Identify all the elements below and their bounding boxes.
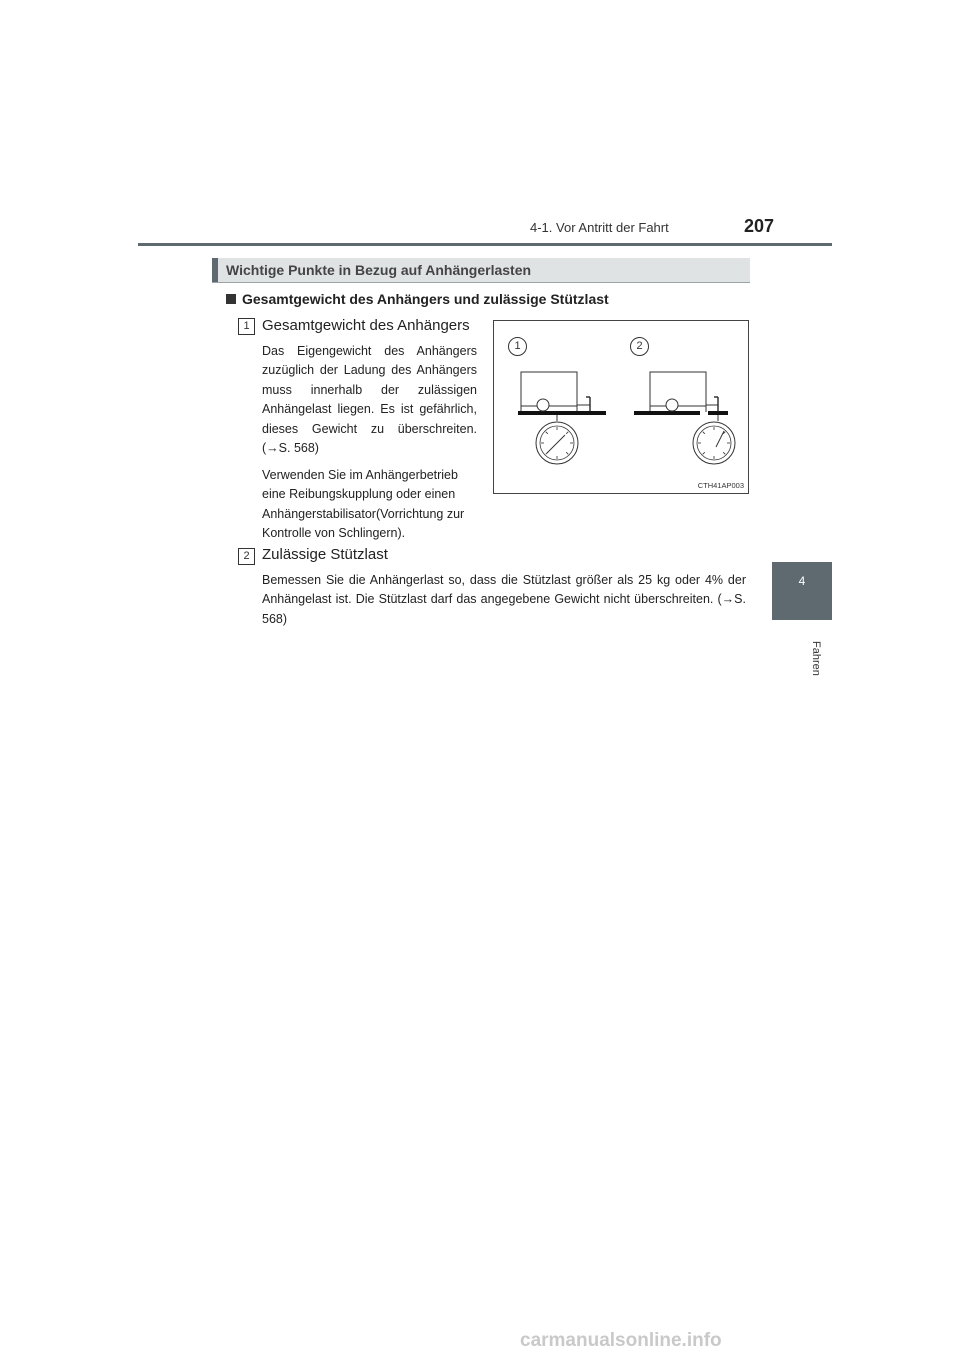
page-number: 207	[744, 216, 775, 236]
trailer-scale-illustration	[494, 321, 750, 495]
subheading-text: Gesamtgewicht des Anhängers und zulässige Stützlast	[242, 291, 609, 307]
header-divider	[138, 243, 832, 246]
section-divider	[212, 282, 750, 283]
section-title: Wichtige Punkte in Bezug auf Anhängerlasten	[212, 258, 750, 282]
figure-code: CTH41AP003	[697, 481, 744, 490]
item-1-paragraph-1: Das Eigengewicht des Anhängers zuzüglich der Ladung des Anhängers muss innerhalb der zulässigen Anhängelast liegen. Es ist gefährlich, dieses Gewicht zu überschreiten. (→S. 568)	[262, 344, 477, 456]
item-number-1: 1	[238, 318, 255, 335]
subheading	[226, 291, 609, 307]
item-title-2: Zulässige Stützlast	[262, 546, 388, 563]
item-title-1: Gesamtgewicht des Anhängers	[262, 317, 470, 334]
header-section-title: 4-1. Vor Antritt der Fahrt	[530, 220, 669, 235]
item-1-paragraph-2: Verwenden Sie im Anhängerbetrieb eine Reibungskupplung oder einen Anhängerstabilisator(Vorrichtung zur Kontrolle von Schlingern).	[262, 468, 465, 541]
chapter-label: Fahren	[810, 640, 822, 676]
figure-callout-2: 2	[630, 337, 649, 356]
item-2-paragraph-1: Bemessen Sie die Anhängerlast so, dass die Stützlast größer als 25 kg oder 4% der Anhängelast ist. Die Stützlast darf das angegebene Gewicht nicht überschreiten. (→S. 568)	[262, 573, 746, 626]
square-bullet-icon	[226, 294, 236, 304]
trailer-load-figure	[493, 320, 749, 494]
figure-callout-1: 1	[508, 337, 527, 356]
chapter-number: 4	[798, 574, 806, 588]
chapter-tab	[772, 562, 832, 620]
item-number-2: 2	[238, 548, 255, 565]
watermark: carmanualsonline.info	[520, 1330, 722, 1351]
